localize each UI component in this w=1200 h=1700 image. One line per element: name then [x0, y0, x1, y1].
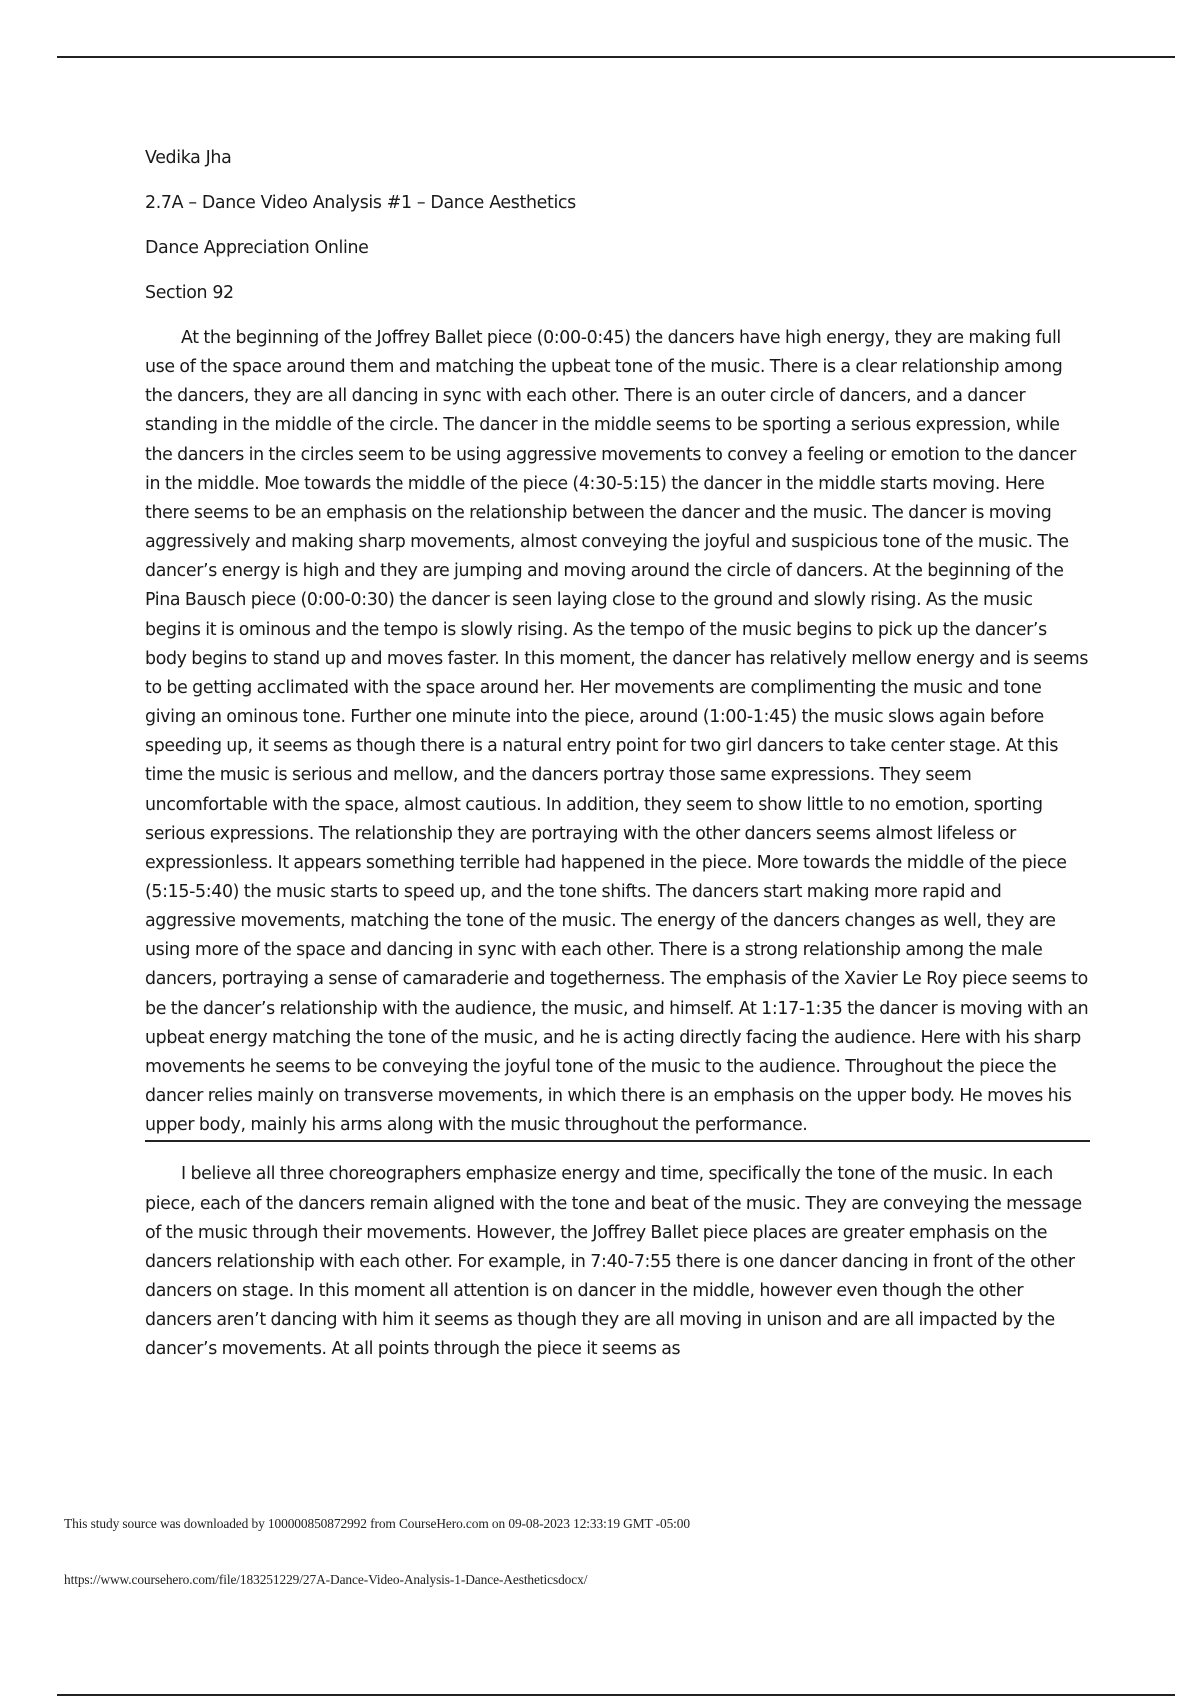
source-url[interactable]: https://www.coursehero.com/file/183251229/27A-Dance-Video-Analysis-1-Dance-Aestheticsdocx/: [64, 1572, 588, 1587]
bottom-divider: [57, 1694, 1175, 1696]
top-divider: [57, 56, 1175, 58]
author-name: Vedika Jha: [145, 148, 232, 168]
assignment-title: 2.7A – Dance Video Analysis #1 – Dance Aesthetics: [145, 193, 576, 213]
download-notice: This study source was downloaded by 100000850872992 from CourseHero.com on 09-08-2023 12:33:19 GMT -05:00: [64, 1516, 690, 1531]
body-paragraph-1: At the beginning of the Joffrey Ballet piece (0:00-0:45) the dancers have high energy, they are making full use of the space around them and matching the upbeat tone of the music. There is a clear relationship among the dancers, they are all dancing in sync with each other. There is an outer circle of dancers, and a dancer standing in the middle of the circle. The dancer in the middle seems to be sporting a serious expression, while the dancers in the circles seem to be using aggressive movements to convey a feeling or emotion to the dancer in the middle. Moe towards the middle of the piece (4:30-5:15) the dancer in the middle starts moving. Here there seems to be an emphasis on the relationship between the dancer and the music. The dancer is moving aggressively and making sharp movements, almost conveying the joyful and suspicious tone of the music. The dancer’s energy is high and they are jumping and moving around the circle of dancers. At the beginning of the Pina Bausch piece (0:00-0:30) the dancer is seen laying close to the ground and slowly rising. As the music begins it is ominous and the tempo is slowly rising. As the tempo of the music begins to pick up the dancer’s body begins to stand up and moves faster. In this moment, the dancer has relatively mellow energy and is seems to be getting acclimated with the space around her. Her movements are complimenting the music and tone giving an ominous tone. Further one minute into the piece, around (1:00-1:45) the music slows again before speeding up, it seems as though there is a natural entry point for two girl dancers to take center stage. At this time the music is serious and mellow, and the dancers portray those same expressions. They seem uncomfortable with the space, almost cautious. In addition, they seem to show little to no emotion, sporting serious expressions. The relationship they are portraying with the other dancers seems almost lifeless or expressionless. It appears something terrible had happened in the piece. More towards the middle of the piece (5:15-5:40) the music starts to speed up, and the tone shifts. The dancers start making more rapid and aggressive movements, matching the tone of the music. The energy of the dancers changes as well, they are using more of the space and dancing in sync with each other. There is a strong relationship among the male dancers, portraying a sense of camaraderie and togetherness. The emphasis of the Xavier Le Roy piece seems to be the dancer’s relationship with the audience, the music, and himself. At 1:17-1:35 the dancer is moving with an upbeat energy matching the tone of the music, and he is acting directly facing the audience. Here with his sharp movements he seems to be conveying the joyful tone of the music to the audience. Throughout the piece the dancer relies mainly on transverse movements, in which there is an emphasis on the upper body. He moves his upper body, mainly his arms along with the music throughout the performance.: [145, 324, 1090, 1142]
document-body: [145, 144, 1090, 1364]
course-name: Dance Appreciation Online: [145, 238, 369, 258]
section-label: Section 92: [145, 283, 234, 303]
body-paragraph-2: I believe all three choreographers emphasize energy and time, specifically the tone of the music. In each piece, each of the dancers remain aligned with the tone and beat of the music. They are conveying the message of the music through their movements. However, the Joffrey Ballet piece places are greater emphasis on the dancers relationship with each other. For example, in 7:40-7:55 there is one dancer dancing in front of the other dancers on stage. In this moment all attention is on dancer in the middle, however even though the other dancers aren’t dancing with him it seems as though they are all moving in unison and are all impacted by the dancer’s movements. At all points through the piece it seems as: [145, 1164, 1082, 1360]
